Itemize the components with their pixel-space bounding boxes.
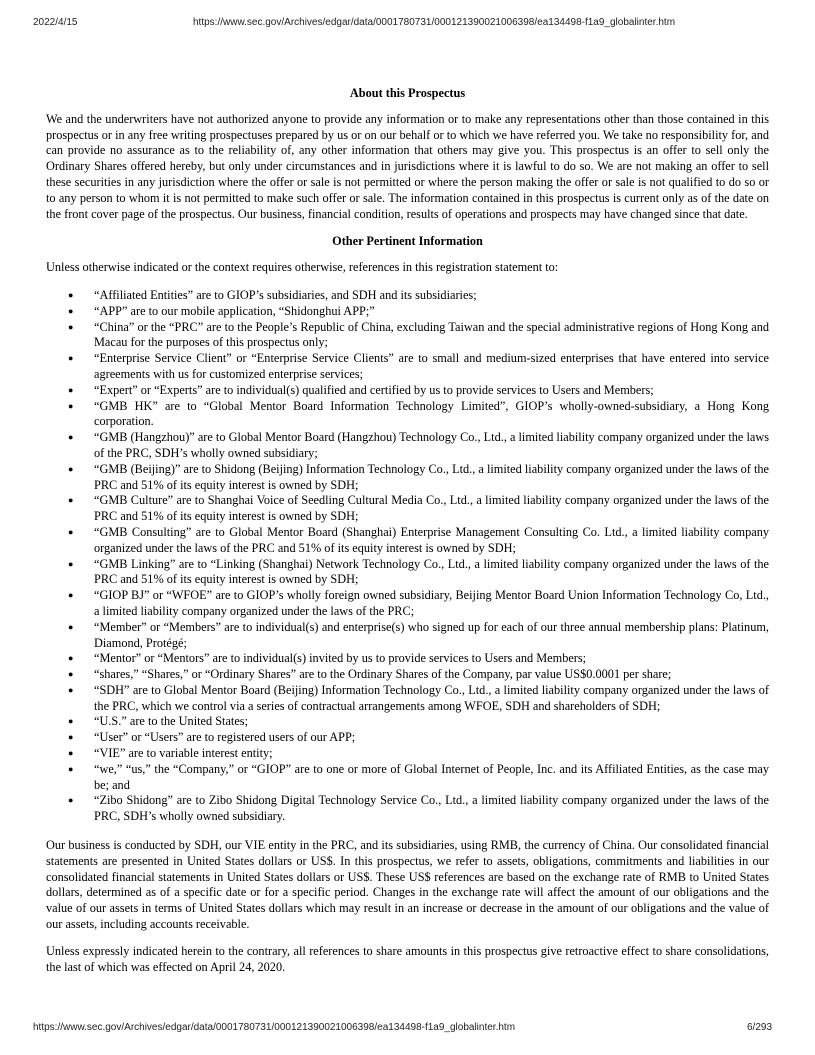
definition-item	[46, 320, 769, 352]
definition-item	[46, 493, 769, 525]
bullet-icon: ●	[68, 590, 74, 601]
definition-text: “U.S.” are to the United States;	[94, 714, 249, 729]
definition-text: “VIE” are to variable interest entity;	[94, 746, 273, 761]
definition-item	[46, 746, 769, 762]
print-header-url: https://www.sec.gov/Archives/edgar/data/0001780731/000121390021006398/ea134498-f1a9_globalinter.htm	[193, 17, 676, 28]
definition-item	[46, 462, 769, 494]
bullet-icon: ●	[68, 384, 74, 395]
definition-text: “User” or “Users” are to registered users of our APP;	[94, 730, 356, 745]
definition-item	[46, 683, 769, 715]
bullet-icon: ●	[68, 621, 74, 632]
definition-item	[46, 667, 769, 683]
definition-text: “GMB HK” are to “Global Mentor Board Information Technology Limited”, GIOP’s wholly-owned-subsidiary, a Hong Kong corporation.	[94, 398, 769, 429]
bullet-icon: ●	[68, 432, 74, 443]
print-footer-page-number: 6/293	[747, 1022, 773, 1033]
bullet-icon: ●	[68, 763, 74, 774]
bullet-icon: ●	[68, 495, 74, 506]
definition-text: “we,” “us,” the “Company,” or “GIOP” are to one or more of Global Internet of People, Inc. and its Affiliated Entities, as the case may be; and	[94, 761, 769, 792]
bullet-icon: ●	[68, 684, 74, 695]
definition-item	[46, 399, 769, 431]
bullet-icon: ●	[68, 732, 74, 743]
definition-text: “APP” are to our mobile application, “Shidonghui APP;”	[94, 303, 375, 318]
bullet-icon: ●	[68, 558, 74, 569]
bullet-icon: ●	[68, 353, 74, 364]
definition-text: “Zibo Shidong” are to Zibo Shidong Digital Technology Service Co., Ltd., a limited liability company organized under the laws of the PRC, SDH’s wholly owned subsidiary.	[94, 793, 769, 824]
definition-item	[46, 304, 769, 320]
bullet-icon: ●	[68, 653, 74, 664]
bullet-icon: ●	[68, 463, 74, 474]
definition-text: “GMB (Beijing)” are to Shidong (Beijing) Information Technology Co., Ltd., a limited liability company organized under the laws of the PRC and 51% of its equity interest is owned by SDH;	[94, 461, 769, 492]
definition-text: “shares,” “Shares,” or “Ordinary Shares” are to the Ordinary Shares of the Company, par value US$0.0001 per share;	[94, 667, 672, 682]
prospectus-page-content	[46, 86, 769, 975]
bullet-icon: ●	[68, 321, 74, 332]
definition-text: “SDH” are to Global Mentor Board (Beijing) Information Technology Co., Ltd., a limited liability company organized under the laws of the PRC, which we control via a series of contractual arrangements among WFOE, SDH and shareholders of SDH;	[94, 682, 769, 713]
bullet-icon: ●	[68, 748, 74, 759]
definition-item	[46, 651, 769, 667]
definition-text: “Affiliated Entities” are to GIOP’s subsidiaries, and SDH and its subsidiaries;	[94, 287, 477, 302]
definition-text: “GIOP BJ” or “WFOE” are to GIOP’s wholly foreign owned subsidiary, Beijing Mentor Board Union Information Technology Co, Ltd., a limited liability company organized under the laws of the PRC;	[94, 588, 769, 618]
definition-item	[46, 620, 769, 652]
bullet-icon: ●	[68, 400, 74, 411]
about-prospectus-heading: About this Prospectus	[349, 86, 466, 100]
definition-item	[46, 288, 769, 304]
share-consolidation-paragraph: Unless expressly indicated herein to the contrary, all references to share amounts in this prospectus give retroactive effect to share consolidations, the last of which was effected on April 24, 2020.	[46, 943, 769, 974]
definition-text: “Mentor” or “Mentors” are to individual(s) invited by us to provide services to Users and Members;	[94, 651, 587, 666]
definition-item	[46, 762, 769, 794]
definition-text: “China” or the “PRC” are to the People’s Republic of China, excluding Taiwan and the special administrative regions of Hong Kong and Macau for the purposes of this prospectus only;	[94, 319, 769, 350]
definition-text: “GMB (Hangzhou)” are to Global Mentor Board (Hangzhou) Technology Co., Ltd., a limited liability company organized under the laws of the PRC, SDH’s wholly owned subsidiary;	[94, 430, 769, 460]
definition-text: “Member” or “Members” are to individual(s) and enterprise(s) who signed up for each of our three annual membership plans: Platinum, Diamond, Protégé;	[94, 619, 769, 650]
print-header-date: 2022/4/15	[33, 17, 78, 28]
bullet-icon: ●	[68, 305, 74, 316]
other-pertinent-heading: Other Pertinent Information	[332, 234, 483, 249]
about-prospectus-paragraph: We and the underwriters have not authorized anyone to provide any information or to make any representations other than those contained in this prospectus or in any free writing prospectuses prepared by us or on our behalf or to which we have referred you. We take no responsibility for, and can provide no assurance as to the reliability of, any other information that others may give you. This prospectus is an offer to sell only the Ordinary Shares offered hereby, but only under circumstances and in jurisdictions where it is lawful to do so. We are not making an offer to sell these securities in any jurisdiction where the offer or sale is not permitted or where the person making the offer or sale is not qualified to do so or to any person to whom it is not permitted to make such offer or sale. The information contained in this prospectus is current only as of the date on the front cover page of the prospectus. Our business, financial condition, results of operations and prospects may have changed since that date.	[46, 111, 769, 221]
definition-text: “GMB Consulting” are to Global Mentor Board (Shanghai) Enterprise Management Consulting Co. Ltd., a limited liability company organized under the laws of the PRC and 51% of its equity interest is owned by SDH;	[94, 524, 769, 555]
definition-text: “GMB Linking” are to “Linking (Shanghai) Network Technology Co., Ltd., a limited liability company organized under the laws of the PRC and 51% of its equity interest is owned by SDH;	[94, 556, 769, 587]
definition-item	[46, 557, 769, 589]
definition-item	[46, 588, 769, 620]
bullet-icon: ●	[68, 289, 74, 300]
bullet-icon: ●	[68, 716, 74, 727]
currency-paragraph: Our business is conducted by SDH, our VIE entity in the PRC, and its subsidiaries, using RMB, the currency of China. Our consolidated financial statements are presented in United States dollars or US$. In this prospectus, we refer to assets, obligations, commitments and liabilities in our consolidated financial statements in United States dollars or US$. These US$ references are based on the exchange rate of RMB to United States dollars, determined as of a specific date or for a specific period. Changes in the exchange rate will affect the amount of our obligations and the value of our assets in terms of United States dollars which may result in an increase or decrease in the amount of our obligations and the value of our assets, including accounts receivable.	[46, 838, 769, 932]
definition-item	[46, 383, 769, 399]
definition-text: “GMB Culture” are to Shanghai Voice of Seedling Cultural Media Co., Ltd., a limited liability company organized under the laws of the PRC and 51% of its equity interest is owned by SDH;	[94, 493, 769, 524]
bullet-icon: ●	[68, 795, 74, 806]
definition-text: “Enterprise Service Client” or “Enterprise Service Clients” are to small and medium-sized enterprises that have entered into service agreements with us for customized enterprise services;	[94, 351, 769, 381]
print-footer-url: https://www.sec.gov/Archives/edgar/data/0001780731/000121390021006398/ea134498-f1a9_globalinter.htm	[33, 1022, 516, 1033]
definition-item	[46, 351, 769, 383]
definition-item	[46, 714, 769, 730]
definition-item	[46, 430, 769, 462]
definition-item	[46, 525, 769, 557]
definitions-list	[46, 288, 769, 825]
bullet-icon: ●	[68, 669, 74, 680]
definitions-intro: Unless otherwise indicated or the context requires otherwise, references in this registration statement to:	[46, 260, 559, 275]
definition-item	[46, 793, 769, 825]
definition-item	[46, 730, 769, 746]
bullet-icon: ●	[68, 526, 74, 537]
definition-text: “Expert” or “Experts” are to individual(s) qualified and certified by us to provide services to Users and Members;	[94, 382, 654, 397]
